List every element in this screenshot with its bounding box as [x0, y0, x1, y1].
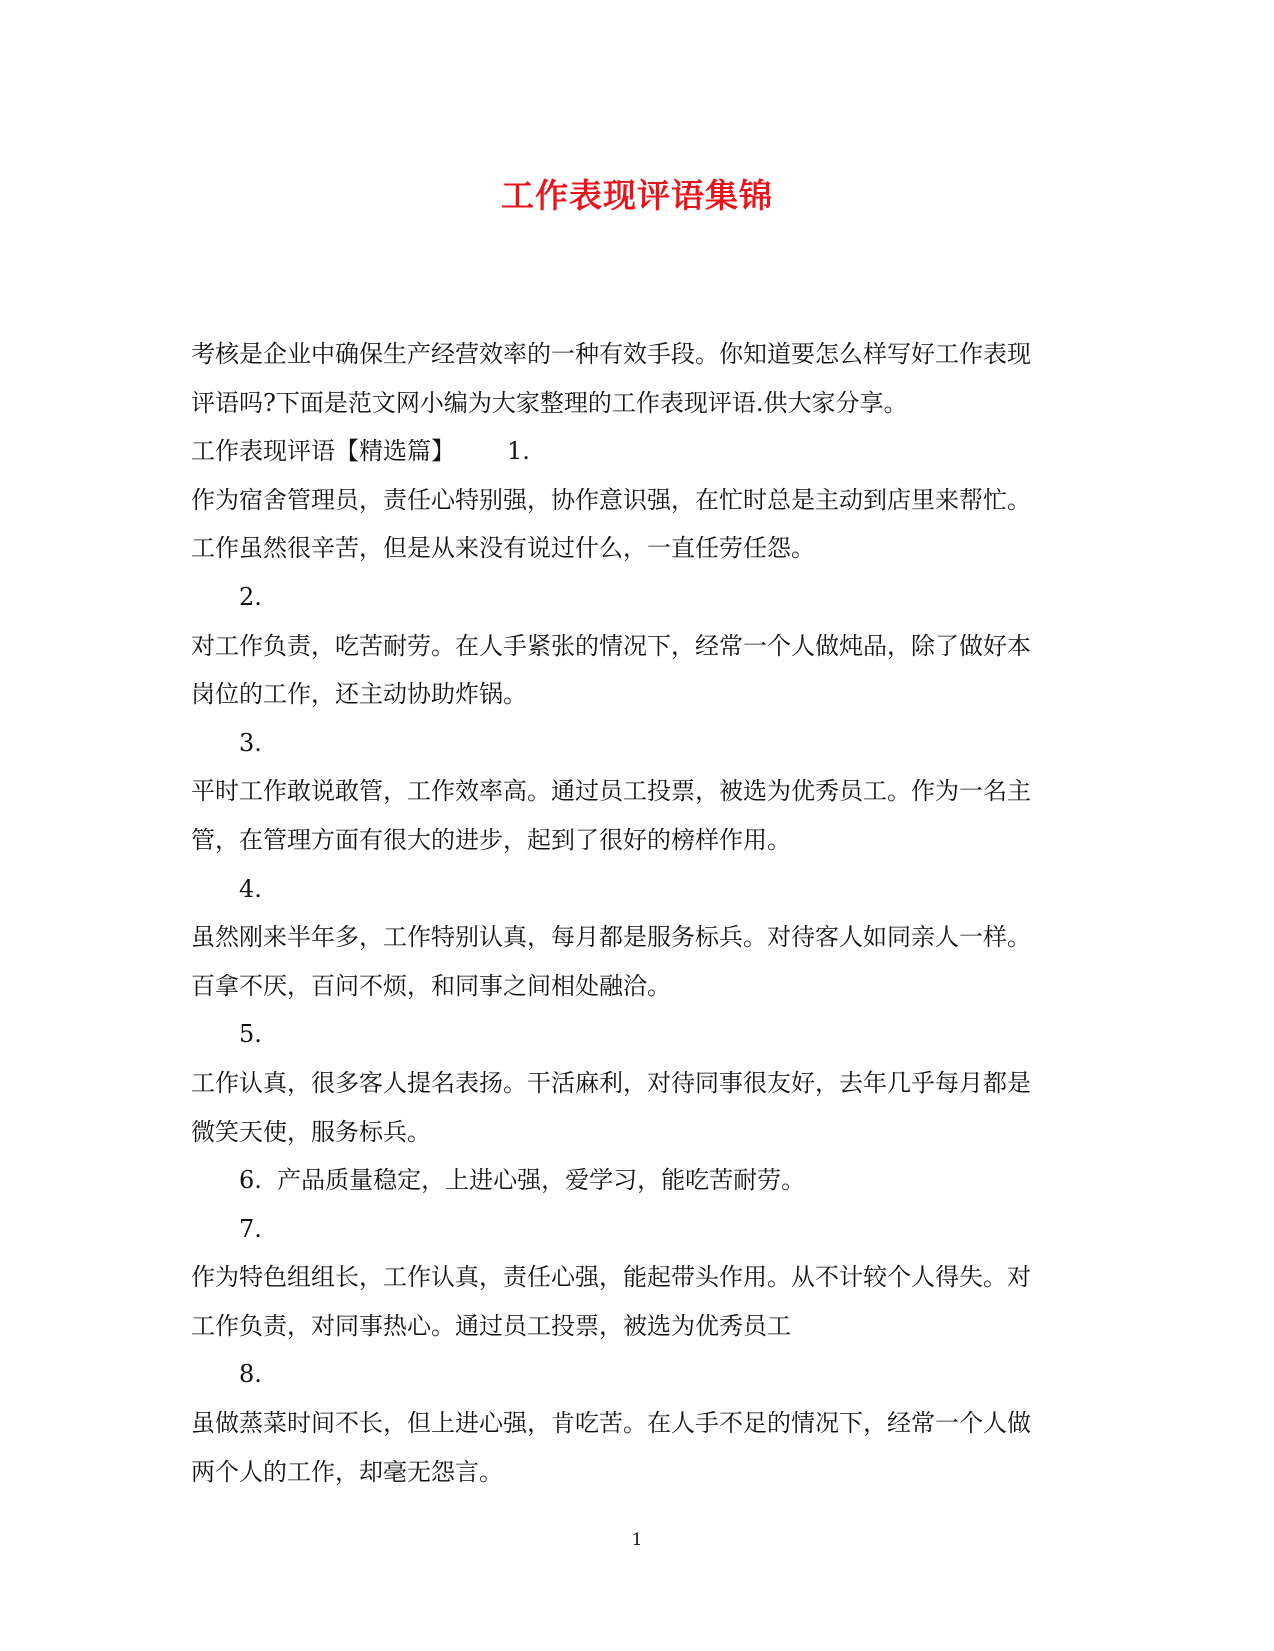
item-5-line-1: 工作认真，很多客人提名表扬。干活麻利，对待同事很友好，去年几乎每月都是 — [191, 1068, 1031, 1097]
section-heading: 工作表现评语【精选篇】 — [191, 437, 455, 466]
document-title: 工作表现评语集锦 — [501, 176, 773, 215]
item-number: 8. — [239, 1360, 262, 1389]
document-body — [191, 330, 1071, 1496]
item-7-line-2: 工作负责，对同事热心。通过员工投票，被选为优秀员工 — [191, 1311, 791, 1340]
item-number: 5. — [239, 1020, 262, 1049]
item-number: 3. — [239, 728, 262, 757]
section-heading-row — [191, 427, 1071, 476]
item-2-line-2: 岗位的工作，还主动协助炸锅。 — [191, 680, 527, 709]
page-number: 1 — [631, 1530, 643, 1550]
item-1-line-1: 作为宿舍管理员，责任心特别强，协作意识强，在忙时总是主动到店里来帮忙。 — [191, 485, 1031, 514]
item-5-line-2: 微笑天使，服务标兵。 — [191, 1117, 431, 1146]
intro-line-1: 考核是企业中确保生产经营效率的一种有效手段。你知道要怎么样写好工作表现 — [191, 340, 1031, 368]
intro-line-2: 评语吗?下面是范文网小编为大家整理的工作表现评语.供大家分享。 — [191, 388, 908, 417]
item-number: 6. — [239, 1166, 262, 1195]
item-number: 1. — [507, 437, 530, 466]
item-3-line-2: 管，在管理方面有很大的进步，起到了很好的榜样作用。 — [191, 825, 791, 854]
item-3-line-1: 平时工作敢说敢管，工作效率高。通过员工投票，被选为优秀员工。作为一名主 — [191, 777, 1031, 806]
item-number: 4. — [239, 874, 262, 903]
item-1-line-2: 工作虽然很辛苦，但是从来没有说过什么，一直任劳任怨。 — [191, 534, 815, 563]
item-6-row — [191, 1156, 1071, 1205]
item-number: 2. — [239, 582, 262, 611]
item-4-line-2: 百拿不厌，百问不烦，和同事之间相处融洽。 — [191, 971, 671, 1000]
item-4-line-1: 虽然刚来半年多，工作特别认真，每月都是服务标兵。对待客人如同亲人一样。 — [191, 923, 1031, 952]
item-number: 7. — [239, 1214, 262, 1243]
item-2-line-1: 对工作负责，吃苦耐劳。在人手紧张的情况下，经常一个人做炖品，除了做好本 — [191, 631, 1031, 660]
item-8-line-1: 虽做蒸菜时间不长，但上进心强，肯吃苦。在人手不足的情况下，经常一个人做 — [191, 1409, 1031, 1438]
item-8-line-2: 两个人的工作，却毫无怨言。 — [191, 1457, 503, 1486]
item-6-text: 产品质量稳定，上进心强，爱学习，能吃苦耐劳。 — [277, 1166, 806, 1195]
item-7-line-1: 作为特色组组长，工作认真，责任心强，能起带头作用。从不计较个人得失。对 — [191, 1263, 1031, 1292]
